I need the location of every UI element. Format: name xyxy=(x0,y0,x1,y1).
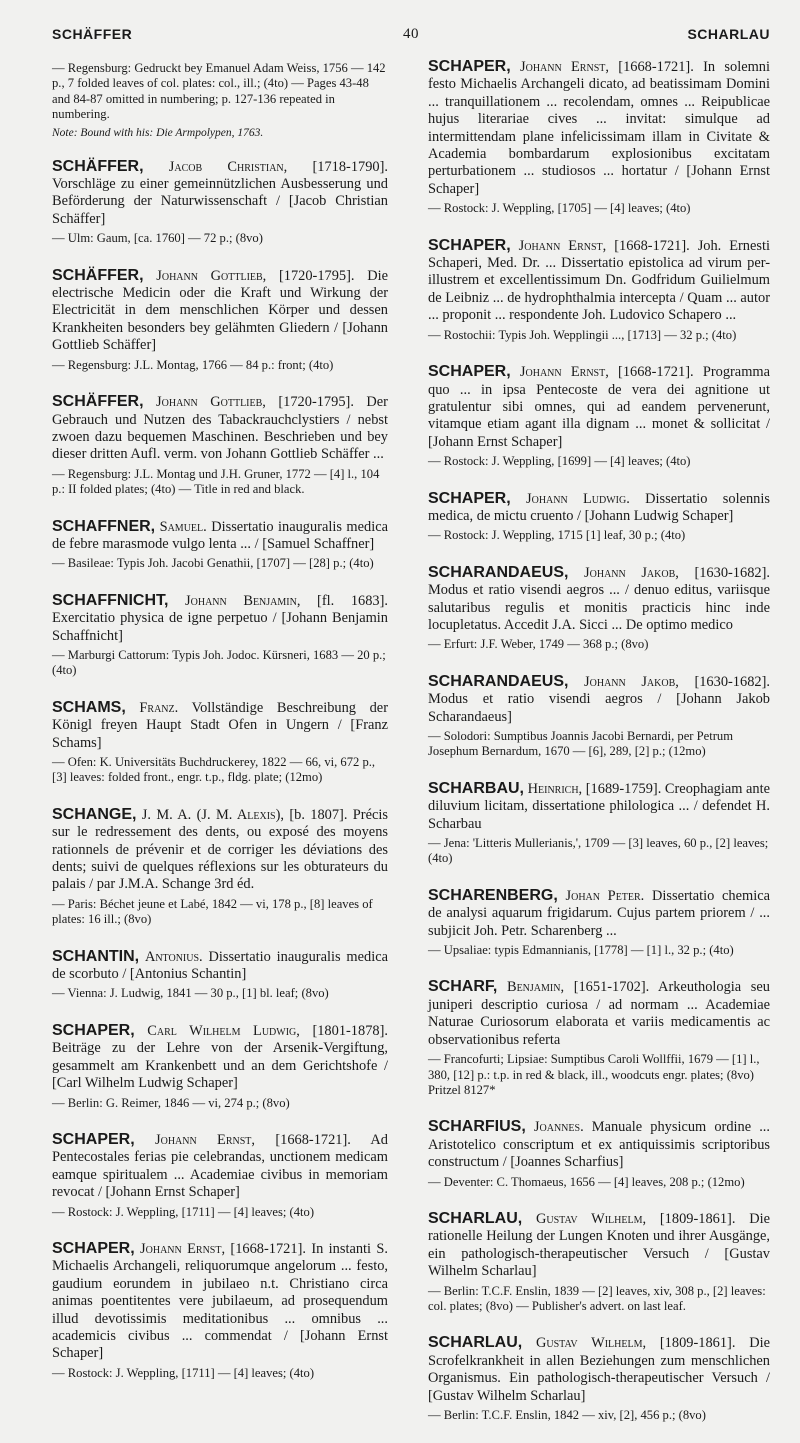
entry-title: Modus et ratio visendi aegros / [Johann Jakob Scharandaeus] xyxy=(428,691,770,725)
entry-dates: [1720-1795]. xyxy=(278,267,355,284)
entry-heading: SCHAFFNICHT, xyxy=(52,591,169,609)
entry-title-line xyxy=(428,1118,770,1171)
entry-forenames: Samuel. xyxy=(159,518,207,535)
entry-heading: SCHAPER, xyxy=(428,489,511,507)
entry-imprint: — Deventer: C. Thomaeus, 1656 — [4] leaves, 208 p.; (12mo) xyxy=(428,1174,745,1189)
entry-title-line xyxy=(428,780,770,833)
entry-heading: SCHAPER, xyxy=(52,1021,135,1039)
entry-forenames: Heinrich, xyxy=(527,780,583,797)
entry-imprint: — Regensburg: Gedruckt bey Emanuel Adam Weiss, 1756 — 142 p., 7 folded leaves of col. plates: col., ill.; (4to) — Pages 43-48 and 84-87 omitted in numbering; p. 127-136 repeated in numbering. xyxy=(52,61,386,122)
page-number: 40 xyxy=(403,26,419,42)
entry-title-line xyxy=(52,1240,388,1363)
catalog-entry xyxy=(52,158,388,247)
entry-dates: [1630-1682]. xyxy=(694,564,770,581)
catalog-entry xyxy=(52,1240,388,1381)
running-head xyxy=(52,26,770,46)
entry-dates: [1668-1721]. xyxy=(230,1240,306,1257)
entry-heading: SCHAPER, xyxy=(428,58,511,75)
entry-title: In solemni festo Michaelis Archangeli dicato, ad beatissimam Domini ... tranquillationem ... recolendam, omnes ... Reipublicae hujus literariae cives ... invitat: simulque ad intermittendam plane infelicissimam illam in Civitate & Academia bombardarum explosionibus excitatam perturbationem ... studiosos ... hortatur / [Johann Ernst Schaper] xyxy=(428,59,770,197)
catalog-entry xyxy=(428,1334,770,1423)
entry-heading: SCHARANDAEUS, xyxy=(428,563,569,581)
entry-title: Vollständige Beschreibung der Königl freyen Haupt Stadt Ofen in Ungern / [Franz Schams] xyxy=(52,699,388,751)
catalog-entry xyxy=(52,1022,388,1111)
entry-heading: SCHÄFFER, xyxy=(52,393,144,411)
entry-forenames: Johann Ernst, xyxy=(518,237,607,254)
entry-imprint: — Rostock: J. Weppling, [1699] — [4] leaves; (4to) xyxy=(428,454,691,469)
entry-title-line xyxy=(52,948,388,984)
entry-forenames: Gustav Wilhelm, xyxy=(536,1335,647,1352)
entry-imprint: — Ulm: Gaum, [ca. 1760] — 72 p.; (8vo) xyxy=(52,231,263,246)
entry-title: Programma quo ... in ipsa Pentecoste de vera dei agnitione ut gratulentur sibi omnes, qui ad eandem pervenerunt, vitamque etiam agant illa dignam ... monet & sollicitat / [Johann Ernst Schaper] xyxy=(428,364,770,450)
entry-dates: [fl. 1683]. xyxy=(317,592,388,609)
entry-title-line xyxy=(428,237,770,325)
entry-imprint: — Rostock: J. Weppling, [1711] — [4] leaves; (4to) xyxy=(52,1204,315,1219)
entry-dates: [1668-1721]. xyxy=(618,59,694,75)
entry-heading: SCHARANDAEUS, xyxy=(428,672,569,690)
entry-imprint: — Vienna: J. Ludwig, 1841 — 30 p., [1] bl. leaf; (8vo) xyxy=(52,986,329,1001)
entry-heading: SCHANTIN, xyxy=(52,947,140,965)
entry-imprint: — Marburgi Cattorum: Typis Joh. Jodoc. Kürsneri, 1683 — 20 p.; (4to) xyxy=(52,647,386,678)
entry-title-line xyxy=(52,806,388,894)
right-column xyxy=(428,58,770,1443)
entry-title: Die Scrofelkrankheit in allen Beziehungen zum menschlichen Organismus. Ein pathologisch-therapeutischer Versuch / [Gustav Wilhelm Scharlau] xyxy=(428,1335,770,1404)
catalog-entry xyxy=(52,61,388,140)
entry-dates: [1668-1721]. xyxy=(275,1131,351,1148)
entry-imprint: — Berlin: G. Reimer, 1846 — vi, 274 p.; (8vo) xyxy=(52,1095,290,1110)
entry-title-line xyxy=(428,673,770,726)
entry-forenames: Benjamin, xyxy=(506,979,565,996)
entry-imprint: — Rostock: J. Weppling, 1715 [1] leaf, 30 p.; (4to) xyxy=(428,528,686,543)
entry-heading: SCHAFFNER, xyxy=(52,517,156,535)
entry-dates: [1689-1759]. xyxy=(585,780,662,797)
entry-title-line xyxy=(52,592,388,645)
entry-title: Modus et ratio visendi aegros ... / denuo editus, variisque salutaribus regulis et monitis practicis hinc inde locupletatus. Accedit J.A. Sicci ... De optimo medico xyxy=(428,582,770,633)
catalog-entry xyxy=(428,978,770,1098)
running-head-left: SCHÄFFER xyxy=(52,26,133,42)
entry-dates: [1668-1721]. xyxy=(618,364,694,381)
entry-heading: SCHAPER, xyxy=(428,363,511,381)
entry-imprint: — Berlin: T.C.F. Enslin, 1842 — xiv, [2], 456 p.; (8vo) xyxy=(428,1408,706,1422)
entry-imprint: — Erfurt: J.F. Weber, 1749 — 368 p.; (8vo) xyxy=(428,637,649,652)
entry-heading: SCHAPER, xyxy=(52,1239,135,1257)
entry-dates: [1718-1790]. xyxy=(312,158,388,175)
entry-forenames: Johann Ernst, xyxy=(155,1131,255,1148)
entry-imprint: — Rostochii: Typis Joh. Wepplingii ..., [1713] — 32 p.; (4to) xyxy=(428,327,737,342)
entry-imprint: — Ofen: K. Universitäts Buchdruckerey, 1822 — 66, vi, 672 p., [3] leaves: folded front., engr. t.p., fldg. plate; (12mo) xyxy=(52,755,376,785)
catalog-entry xyxy=(52,1131,388,1220)
entry-forenames: Johann Jakob, xyxy=(584,564,679,581)
entry-forenames: Johann Ernst, xyxy=(520,59,609,75)
entry-title-line xyxy=(52,393,388,464)
entry-dates: [1651-1702]. xyxy=(573,979,650,996)
entry-heading: SCHARENBERG, xyxy=(428,886,558,904)
entry-heading: SCHAMS, xyxy=(52,698,126,716)
entry-imprint: — Regensburg: J.L. Montag und J.H. Gruner, 1772 — [4] l., 104 p.: II folded plates; (4to) — Title in red and black. xyxy=(52,466,380,497)
entry-title: Die electrische Medicin oder die Kraft und Wirkung der Electricität in dem menschlichen Körper und dessen Krankheiten besonders bey gelähmten Gliedern / [Johann Gottlieb Schäffer] xyxy=(52,267,388,354)
running-head-right: SCHARLAU xyxy=(687,26,770,42)
entry-imprint: — Paris: Béchet jeune et Labé, 1842 — vi, 178 p., [8] leaves of plates: 16 ill.; (8vo) xyxy=(52,896,373,927)
entry-title: Die rationelle Heilung der Lungen Knoten und ihrer Ausgänge, ein pathologisch-therapeutischer Versuch / [Gustav Wilhelm Scharlau] xyxy=(428,1210,770,1280)
catalog-entry xyxy=(428,564,770,653)
entry-title-line xyxy=(52,267,388,355)
entry-forenames: Gustav Wilhelm, xyxy=(536,1210,647,1227)
entry-title: Exercitatio physica de igne perpetuo / [Johann Benjamin Schaffnicht] xyxy=(52,610,388,644)
catalog-entry xyxy=(428,673,770,760)
entry-title: Précis sur le redressement des dents, ou exposé des moyens rationnels de prévenir et de corriger les déviations des dents; suivi de quelques réflexions sur les obturateurs du palais / par J.M.A. Schange 3rd éd. xyxy=(52,806,388,893)
entry-imprint: — Upsaliae: typis Edmannianis, [1778] — [1] l., 32 p.; (4to) xyxy=(428,943,734,958)
entry-title-line xyxy=(52,158,388,229)
entry-title-line xyxy=(52,1131,388,1202)
catalog-entry xyxy=(52,267,388,373)
entry-forenames: Johann Benjamin, xyxy=(185,592,301,609)
entry-title-line xyxy=(428,1334,770,1405)
entry-title-line xyxy=(428,490,770,526)
entry-title: Dissertatio inauguralis medica de febre marasmode vulgo lenta ... / [Samuel Schaffner] xyxy=(52,518,388,552)
entry-imprint: — Solodori: Sumptibus Joannis Jacobi Bernardi, per Petrum Josephum Bernardum, 1670 — [6], 289, [2] p.; (12mo) xyxy=(428,729,734,759)
entry-forenames: Jacob Christian, xyxy=(168,158,288,175)
entry-heading: SCHARBAU, xyxy=(428,779,524,797)
catalog-entry xyxy=(428,490,770,544)
entry-title-line xyxy=(52,1022,388,1093)
entry-title: Dissertatio inauguralis medica de scorbuto / [Antonius Schantin] xyxy=(52,948,388,983)
entry-heading: SCHARF, xyxy=(428,978,498,996)
entry-heading: SCHAPER, xyxy=(428,236,511,254)
entry-forenames: Johann Gottlieb, xyxy=(156,267,267,284)
entry-dates: [1630-1682]. xyxy=(694,673,770,690)
entry-title-line xyxy=(52,518,388,554)
catalog-entry xyxy=(52,518,388,572)
entry-dates: [1720-1795]. xyxy=(278,394,354,411)
entry-dates: [1809-1861]. xyxy=(659,1335,736,1352)
entry-forenames: Johann Ernst, xyxy=(519,364,609,381)
catalog-entry xyxy=(52,806,388,928)
entry-title: Joh. Ernesti Schaperi, Med. Dr. ... Dissertatio epistolica ad virum per-illustrem et excellentissimum Dn. Godfridum Guilielmum de Leibniz ... de hydrophthalmia intercepta / Quam ... autor ... proponit ... respondente Joh. Ludovico Schapero ... xyxy=(428,237,770,324)
entry-forenames: Johann Ernst, xyxy=(140,1240,226,1257)
left-column xyxy=(52,58,388,1401)
entry-dates: [b. 1807]. xyxy=(289,806,348,823)
entry-heading: SCHARLAU, xyxy=(428,1334,523,1352)
entry-title: Ad Pentecostales ferias pie celebrandas, unctionem medicam eamque spiritualem ... Academiae civibus in memoriam revocat / [Johann Ernst Schaper] xyxy=(52,1131,388,1201)
entry-title-line xyxy=(428,363,770,451)
entry-title: Arkeuthologia seu juniperi descriptio curiosa / ad normam ... Academiae Naturae Curiosorum elaborata et variis medicamentis ac observationibus referta xyxy=(428,979,770,1048)
entry-title-line xyxy=(428,978,770,1049)
catalog-entry xyxy=(428,1210,770,1314)
entry-dates: [1809-1861]. xyxy=(659,1210,736,1227)
entry-imprint: — Basileae: Typis Joh. Jacobi Genathii, [1707] — [28] p.; (4to) xyxy=(52,556,374,571)
entry-imprint: — Francofurti; Lipsiae: Sumptibus Caroli Wollffii, 1679 — [1] l., 380, [12] p.: t.p. in red & black, ill., woodcuts engr. plates; (8vo) Pritzel 8127* xyxy=(428,1052,760,1097)
entry-heading: SCHÄFFER, xyxy=(52,157,144,175)
entry-forenames: Franz. xyxy=(139,699,179,716)
entry-imprint: — Rostock: J. Weppling, [1711] — [4] leaves; (4to) xyxy=(52,1365,315,1380)
entry-forenames: Carl Wilhelm Ludwig, xyxy=(147,1022,300,1039)
entry-title: Creophagiam ante diluvium licitam, dissertatione philologica ... / defendet H. Scharbau xyxy=(428,780,771,832)
catalog-entry xyxy=(428,58,770,217)
entry-forenames: Antonius. xyxy=(144,948,203,965)
catalog-entry xyxy=(52,592,388,679)
entry-title: Vorschläge zu einer gemeinnützlichen Ausbesserung und Beförderung der Naturwissenschaft / [Jacob Christian Schäffer] xyxy=(52,176,388,227)
entry-title-line xyxy=(428,58,770,198)
catalog-entry xyxy=(428,237,770,343)
entry-title-line xyxy=(428,564,770,635)
entry-forenames: Johann Jakob, xyxy=(584,673,679,690)
entry-title-line xyxy=(428,1210,770,1281)
entry-heading: SCHARLAU, xyxy=(428,1209,523,1227)
entry-forenames: Johann Ludwig. xyxy=(526,490,630,507)
entry-heading: SCHARFIUS, xyxy=(428,1118,526,1136)
entry-dates: [1801-1878]. xyxy=(312,1022,388,1039)
entry-title: Dissertatio solennis medica, de mictu cruento / [Johann Ludwig Schaper] xyxy=(428,490,770,524)
catalog-entry xyxy=(428,780,770,867)
entry-forenames: Joannes. xyxy=(533,1119,584,1136)
entry-title-line xyxy=(52,699,388,752)
entry-imprint: — Jena: 'Litteris Mullerianis,', 1709 — [3] leaves, 60 p., [2] leaves; (4to) xyxy=(428,836,769,866)
entry-title: Der Gebrauch und Nutzen des Tabackrauchclystiers / nebst zwoen dazu bequemen Maschinen. Beschrieben und bey dieser dritten Aufl. verm. von Johann Gottlieb Schäffer ... xyxy=(52,394,388,463)
catalog-entry xyxy=(428,363,770,469)
entry-heading: SCHÄFFER, xyxy=(52,266,144,284)
entry-forenames: Johan Peter. xyxy=(565,887,645,904)
catalog-entry xyxy=(52,699,388,786)
entry-heading: SCHANGE, xyxy=(52,805,137,823)
entry-title: Dissertatio chemica de analysi aquarum frigidarum. Cujus partem priorem / ... subjicit Joh. Petr. Scharenberg ... xyxy=(428,887,770,939)
catalog-entry xyxy=(428,887,770,959)
entry-forenames: J. M. A. (J. M. Alexis), xyxy=(141,806,284,823)
entry-title-line xyxy=(428,887,770,940)
entry-title: Manuale physicum ordine ... Aristotelico conscriptum et ex antiquissimis scriptoribus constructum / [Joannes Scharfius] xyxy=(428,1119,770,1171)
catalog-entry xyxy=(428,1118,770,1190)
entry-imprint: — Berlin: T.C.F. Enslin, 1839 — [2] leaves, xiv, 308 p., [2] leaves: col. plates; (8vo) — Publisher's advert. on last leaf. xyxy=(428,1283,766,1313)
entry-note: Note: Bound with his: Die Armpolypen, 1763. xyxy=(52,126,264,139)
entry-heading: SCHAPER, xyxy=(52,1130,135,1148)
entry-imprint: — Regensburg: J.L. Montag, 1766 — 84 p.: front; (4to) xyxy=(52,357,334,372)
entry-title: In instanti S. Michaelis Archangeli, reliquorumque angelorum ... festo, gaudium eorundem in jubilaeo n.t. Christiano circa animas poentitentes vere jubilaeum, ad prosequendum illud devotissimis meditationibus ... omnibus ... academicis civibus ... commendat / [Johann Ernst Schaper] xyxy=(52,1240,388,1362)
entry-title: Beiträge zu der Lehre von der Arsenik-Vergiftung, gesammelt am Krankenbett und an dem Gerichtshofe / [Carl Wilhelm Ludwig Schaper] xyxy=(52,1040,388,1092)
catalog-entry xyxy=(52,948,388,1002)
entry-forenames: Johann Gottlieb, xyxy=(156,394,266,411)
entry-imprint: — Rostock: J. Weppling, [1705] — [4] leaves; (4to) xyxy=(428,201,691,216)
catalog-entry xyxy=(52,393,388,497)
entry-dates: [1668-1721]. xyxy=(614,237,690,254)
